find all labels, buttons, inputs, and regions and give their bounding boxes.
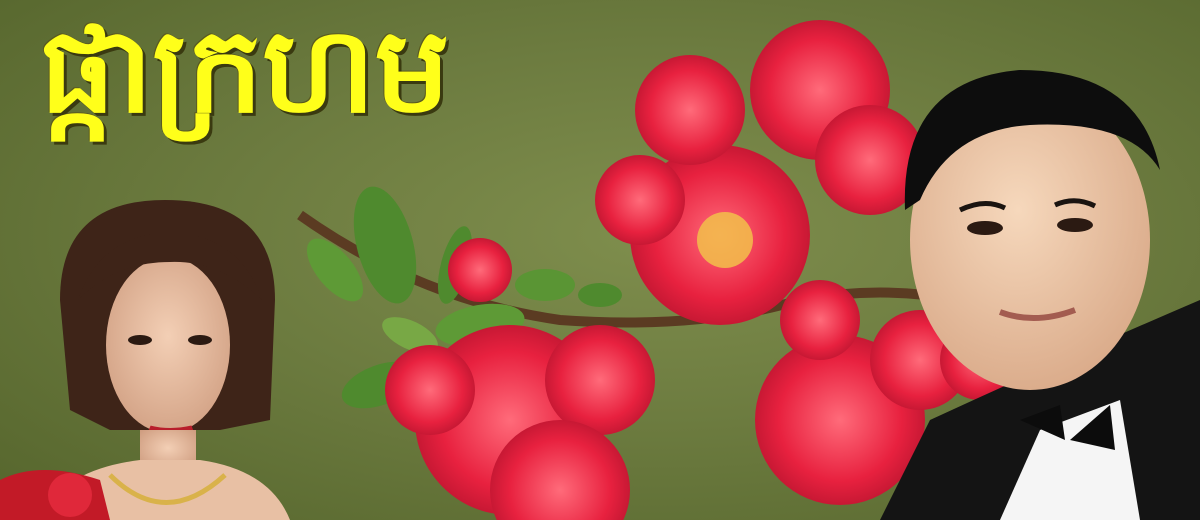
man-portrait (880, 70, 1200, 520)
woman-portrait (0, 200, 290, 520)
flower-cluster-top (595, 20, 925, 325)
song-title: ផ្កាក្រហម (40, 1, 450, 139)
flower-stamen (697, 212, 753, 268)
